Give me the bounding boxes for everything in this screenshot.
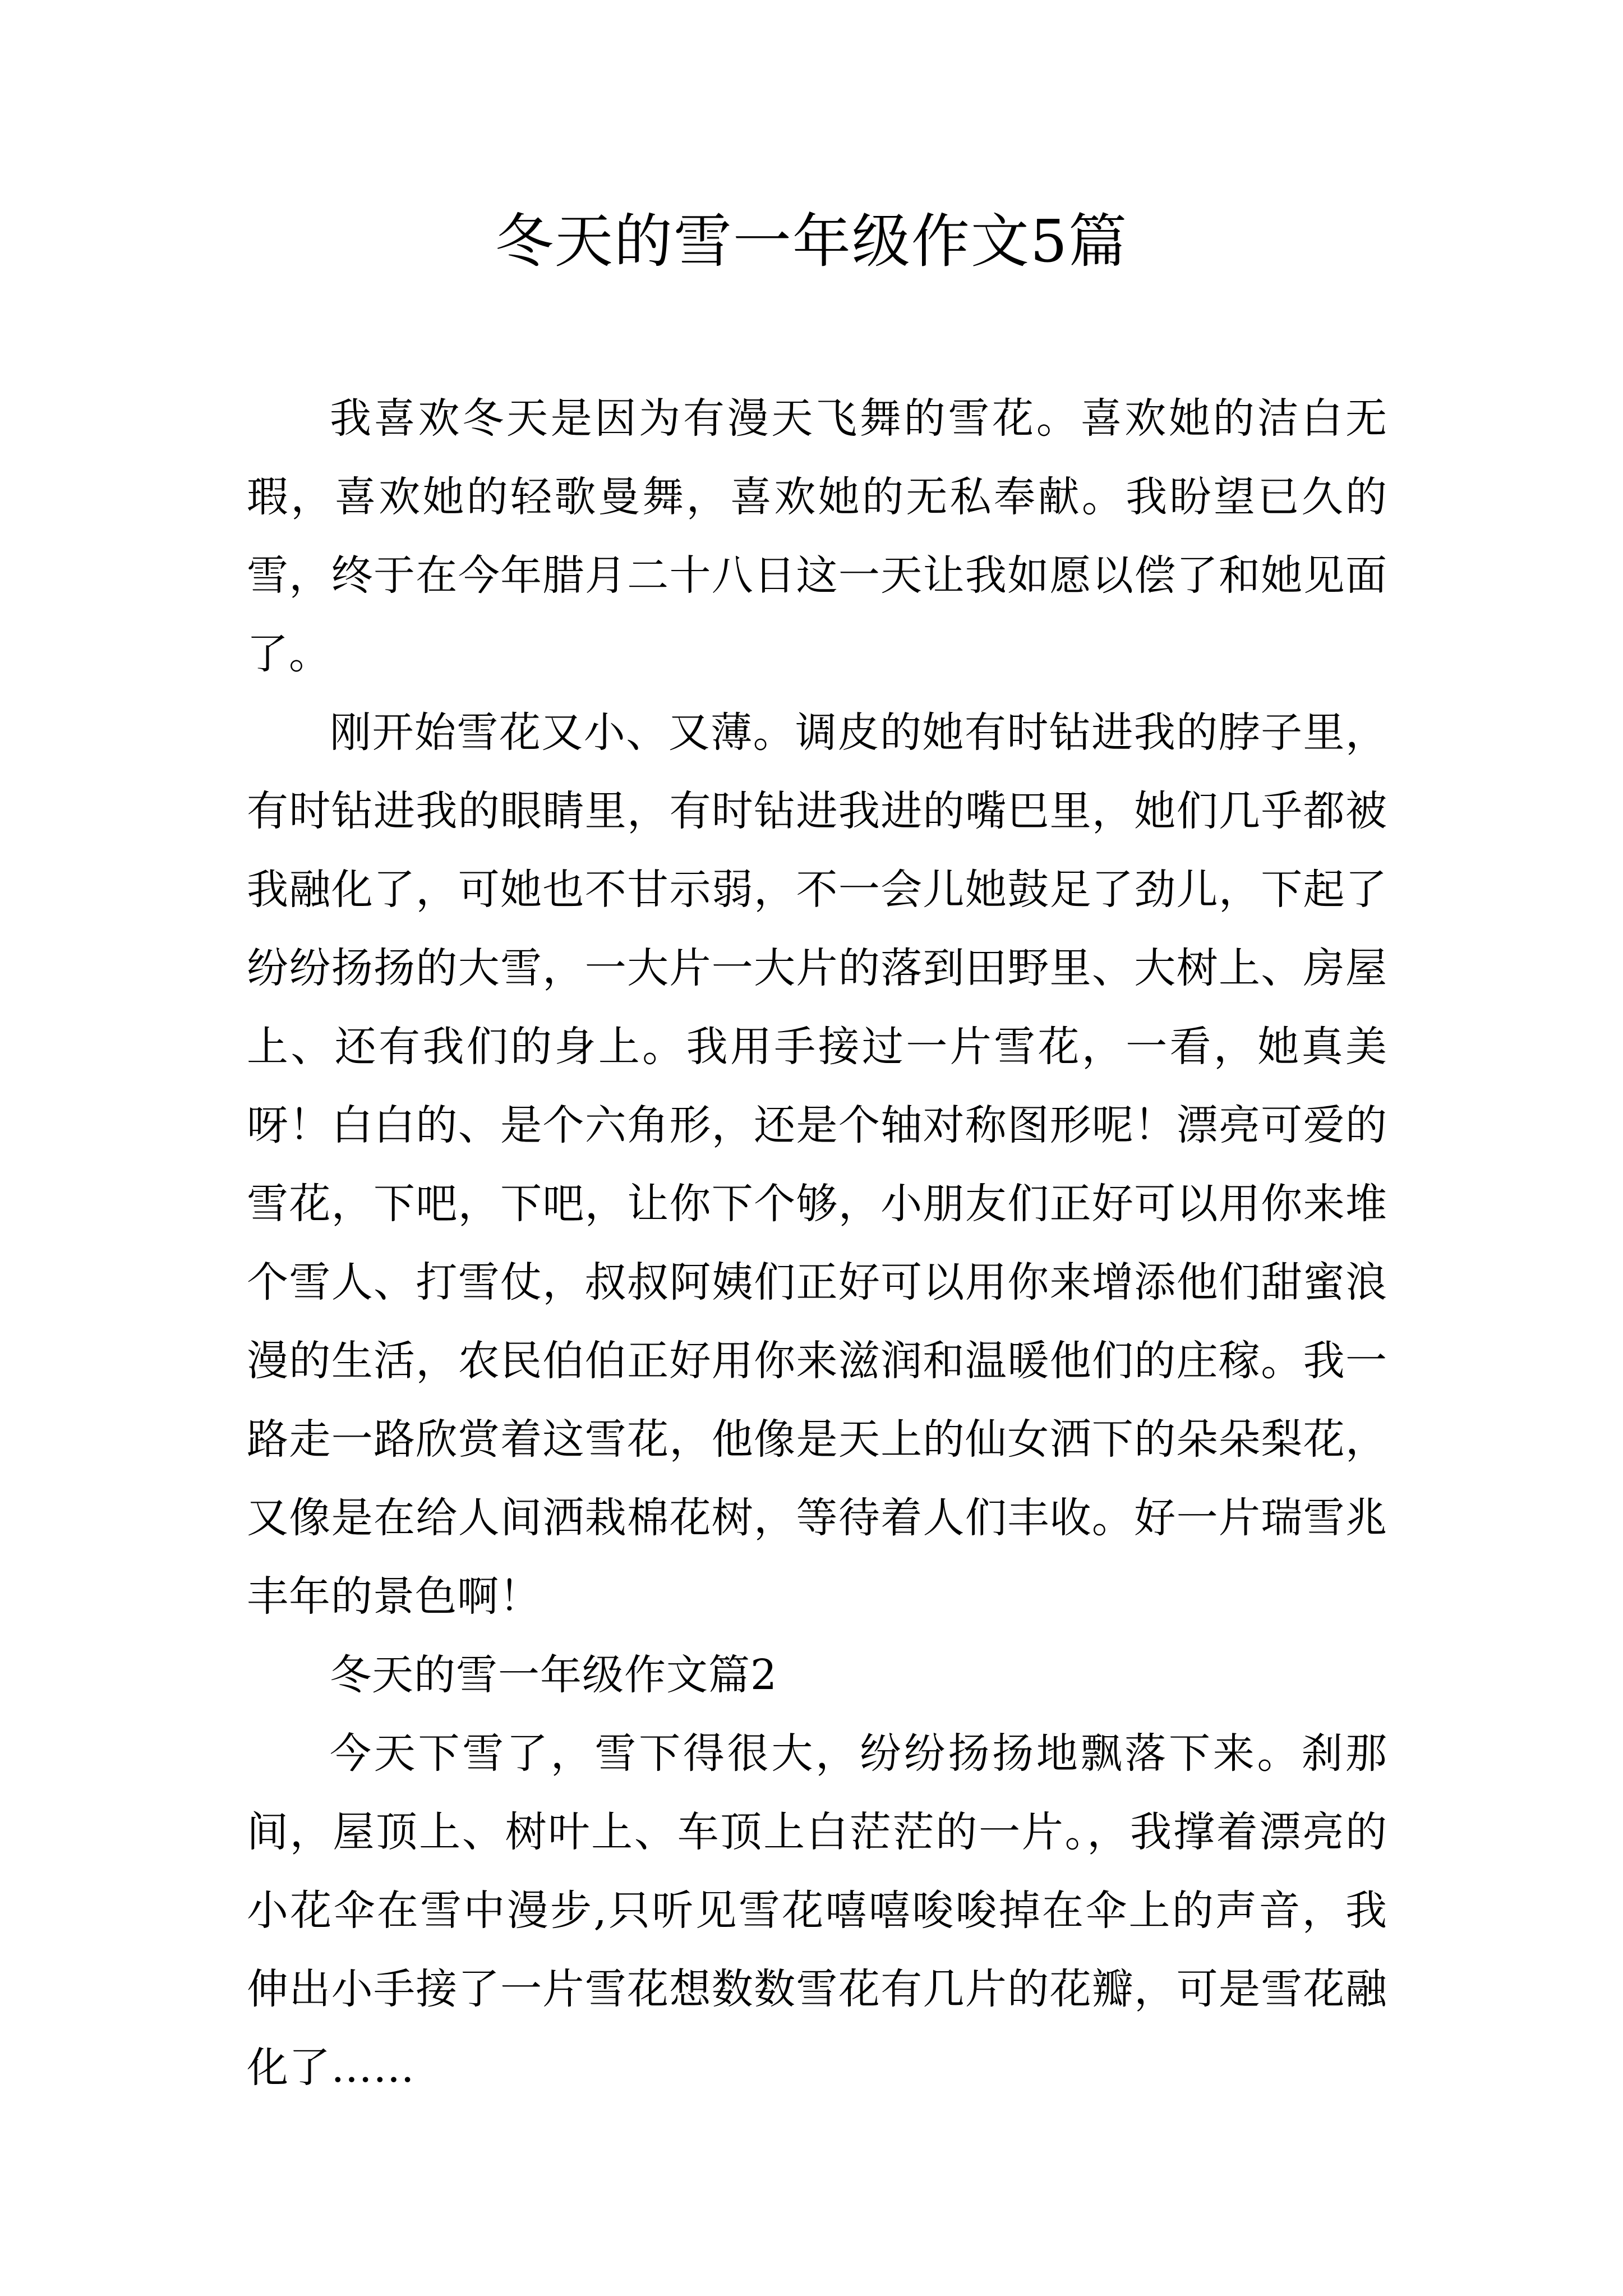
paragraph-1: 我喜欢冬天是因为有漫天飞舞的雪花。喜欢她的洁白无瑕，喜欢她的轻歌曼舞，喜欢她的无私奉献。我盼望已久的雪，终于在今年腊月二十八日这一天让我如愿以偿了和她见面了。 [247,394,1387,678]
section-heading-2: 冬天的雪一年级作文篇2 [330,1651,778,1699]
document-body [247,379,1387,2107]
paragraph-3: 今天下雪了，雪下得很大，纷纷扬扬地飘落下来。刹那间，屋顶上、树叶上、车顶上白茫茫的一片。，我撑着漂亮的小花伞在雪中漫步,只听见雪花嘻嘻唆唆掉在伞上的声音，我伸出小手接了一片雪花想数数雪花有几片的花瓣，可是雪花融化了…… [247,1729,1387,2092]
paragraph-2: 刚开始雪花又小、又薄。调皮的她有时钻进我的脖子里，有时钻进我的眼睛里，有时钻进我进的嘴巴里，她们几乎都被我融化了，可她也不甘示弱，不一会儿她鼓足了劲儿，下起了纷纷扬扬的大雪，一大片一大片的落到田野里、大树上、房屋上、还有我们的身上。我用手接过一片雪花，一看，她真美呀！白白的、是个六角形，还是个轴对称图形呢！漂亮可爱的雪花，下吧，下吧，让你下个够，小朋友们正好可以用你来堆个雪人、打雪仗，叔叔阿姨们正好可以用你来增添他们甜蜜浪漫的生活，农民伯伯正好用你来滋润和温暖他们的庄稼。我一路走一路欣赏着这雪花，他像是天上的仙女洒下的朵朵梨花，又像是在给人间洒栽棉花树，等待着人们丰收。好一片瑞雪兆丰年的景色啊！ [247,708,1387,1621]
document-title: 冬天的雪一年级作文5篇 [495,207,1128,275]
